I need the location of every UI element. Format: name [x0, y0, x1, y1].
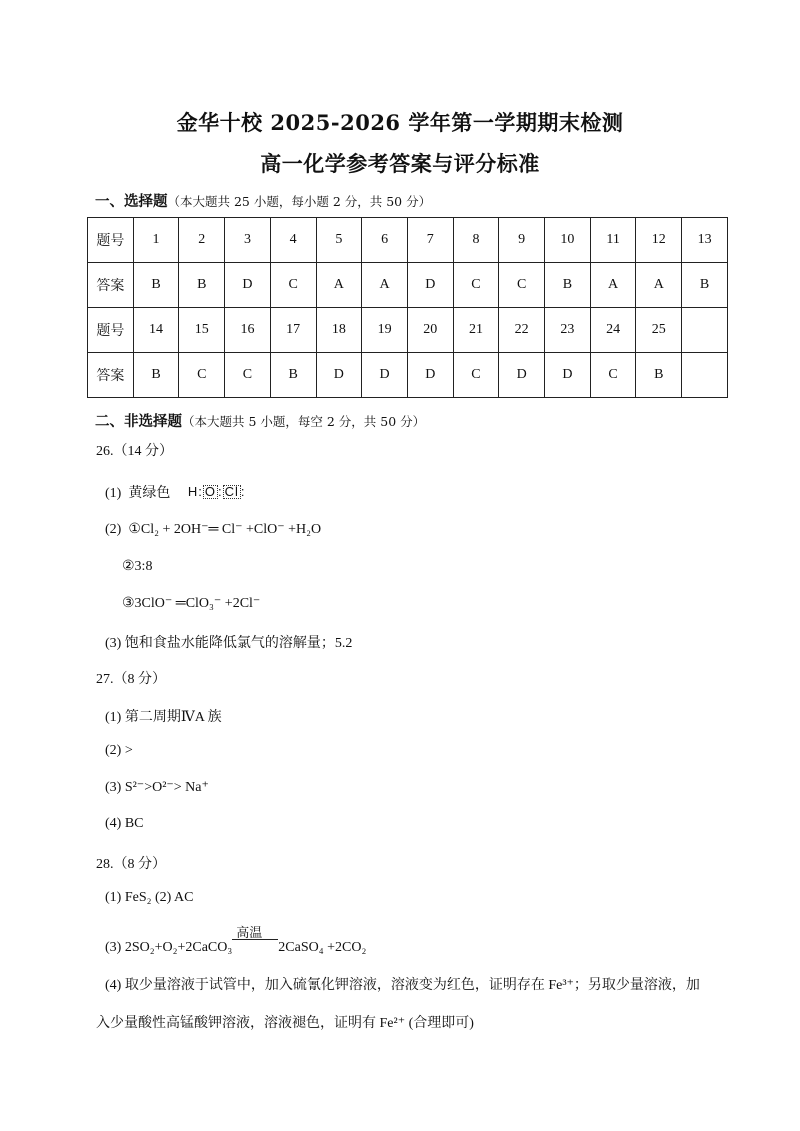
- table-cell: [682, 308, 728, 353]
- table-cell: 8: [453, 218, 499, 263]
- table-cell: C: [270, 263, 316, 308]
- q27-part4: (4) BC: [105, 816, 144, 831]
- equation-reactants: (3) 2SO₂+O₂+2CaCO₃: [105, 940, 233, 955]
- q26-part2c: ③3ClO⁻ ═ClO₃⁻ +2Cl⁻: [122, 596, 261, 611]
- lewis-structure-icon: H: O : Cl :: [187, 484, 246, 499]
- table-cell: 19: [362, 308, 408, 353]
- table-cell: 13: [682, 218, 728, 263]
- table-cell: B: [133, 263, 179, 308]
- table-cell: 15: [179, 308, 225, 353]
- q28-part4-line1: (4) 取少量溶液于试管中，加入硫氰化钾溶液，溶液变为红色，证明存在 Fe³⁺；另取少量溶液，加: [105, 978, 700, 993]
- table-cell: B: [179, 263, 225, 308]
- table-cell: C: [453, 353, 499, 398]
- table-cell: 1: [133, 218, 179, 263]
- table-cell: D: [225, 263, 271, 308]
- table-cell: 18: [316, 308, 362, 353]
- table-cell: 24: [590, 308, 636, 353]
- table-cell: [682, 353, 728, 398]
- table-cell: 23: [545, 308, 591, 353]
- answer-row: [88, 263, 728, 308]
- answer-table: [87, 217, 728, 398]
- reaction-arrow-icon: [232, 925, 278, 951]
- table-cell: D: [362, 353, 408, 398]
- table-cell: B: [636, 353, 682, 398]
- equation-text: ①Cl₂ + 2OH⁻═ Cl⁻ +ClO⁻ +H₂O: [128, 522, 322, 537]
- q28-header: 28.（8 分）: [96, 857, 166, 872]
- part-number: (1): [105, 486, 122, 501]
- table-cell: 12: [636, 218, 682, 263]
- table-cell: A: [316, 263, 362, 308]
- section-title: 一、选择题: [95, 193, 168, 210]
- table-cell: D: [316, 353, 362, 398]
- row-label: 答案: [88, 263, 134, 308]
- table-cell: A: [636, 263, 682, 308]
- table-cell: B: [270, 353, 316, 398]
- table-cell: 9: [499, 218, 545, 263]
- table-cell: D: [545, 353, 591, 398]
- table-cell: 4: [270, 218, 316, 263]
- table-cell: C: [179, 353, 225, 398]
- q28-part3: [105, 925, 367, 956]
- table-cell: 17: [270, 308, 316, 353]
- table-cell: 5: [316, 218, 362, 263]
- row-label: 题号: [88, 308, 134, 353]
- q27-part1: (1) 第二周期ⅣA 族: [105, 710, 222, 725]
- q26-part3: (3) 饱和食盐水能降低氯气的溶解量；5.2: [105, 636, 353, 651]
- q28-part1-2: (1) FeS₂ (2) AC: [105, 890, 194, 905]
- reaction-condition: 高温: [236, 925, 263, 940]
- table-cell: 10: [545, 218, 591, 263]
- table-cell: 21: [453, 308, 499, 353]
- table-cell: C: [225, 353, 271, 398]
- table-cell: B: [133, 353, 179, 398]
- part-number: (2): [105, 522, 122, 537]
- document-title: 金华十校 2025-2026 学年第一学期期末检测: [176, 110, 624, 135]
- section-note: （本大题共 25 小题，每小题 2 分，共 50 分）: [167, 194, 432, 209]
- q27-part2: (2) >: [105, 743, 133, 758]
- table-cell: C: [590, 353, 636, 398]
- table-cell: 11: [590, 218, 636, 263]
- section-title: 二、非选择题: [95, 413, 182, 430]
- row-label: 题号: [88, 218, 134, 263]
- table-cell: C: [499, 263, 545, 308]
- table-cell: C: [453, 263, 499, 308]
- table-cell: 7: [407, 218, 453, 263]
- question-row: [88, 308, 728, 353]
- document-subtitle: 高一化学参考答案与评分标准: [260, 151, 540, 176]
- equation-products: 2CaSO₄ +2CO₂: [278, 940, 367, 955]
- table-cell: 3: [225, 218, 271, 263]
- table-cell: 22: [499, 308, 545, 353]
- table-cell: B: [545, 263, 591, 308]
- table-cell: 14: [133, 308, 179, 353]
- table-cell: 6: [362, 218, 408, 263]
- section-note: （本大题共 5 小题，每空 2 分，共 50 分）: [182, 414, 426, 429]
- table-cell: A: [362, 263, 408, 308]
- q27-part3: (3) S²⁻>O²⁻> Na⁺: [105, 780, 209, 795]
- question-row: [88, 218, 728, 263]
- q27-header: 27.（8 分）: [96, 672, 166, 687]
- table-cell: 20: [407, 308, 453, 353]
- q26-part2: [105, 521, 321, 538]
- table-cell: D: [499, 353, 545, 398]
- table-cell: 25: [636, 308, 682, 353]
- answer-text: 黄绿色: [128, 486, 171, 501]
- table-cell: D: [407, 263, 453, 308]
- table-cell: 16: [225, 308, 271, 353]
- table-cell: B: [682, 263, 728, 308]
- answer-row: [88, 353, 728, 398]
- q26-part1: [105, 482, 246, 502]
- section-heading-nonchoice: [95, 410, 425, 431]
- table-cell: 2: [179, 218, 225, 263]
- row-label: 答案: [88, 353, 134, 398]
- table-cell: D: [407, 353, 453, 398]
- section-heading-choice: [95, 190, 431, 211]
- q26-part2b: ②3:8: [122, 559, 153, 574]
- table-cell: A: [590, 263, 636, 308]
- q26-header: 26.（14 分）: [96, 444, 173, 459]
- q28-part4-line2: 入少量酸性高锰酸钾溶液，溶液褪色，证明有 Fe²⁺ (合理即可): [96, 1016, 474, 1031]
